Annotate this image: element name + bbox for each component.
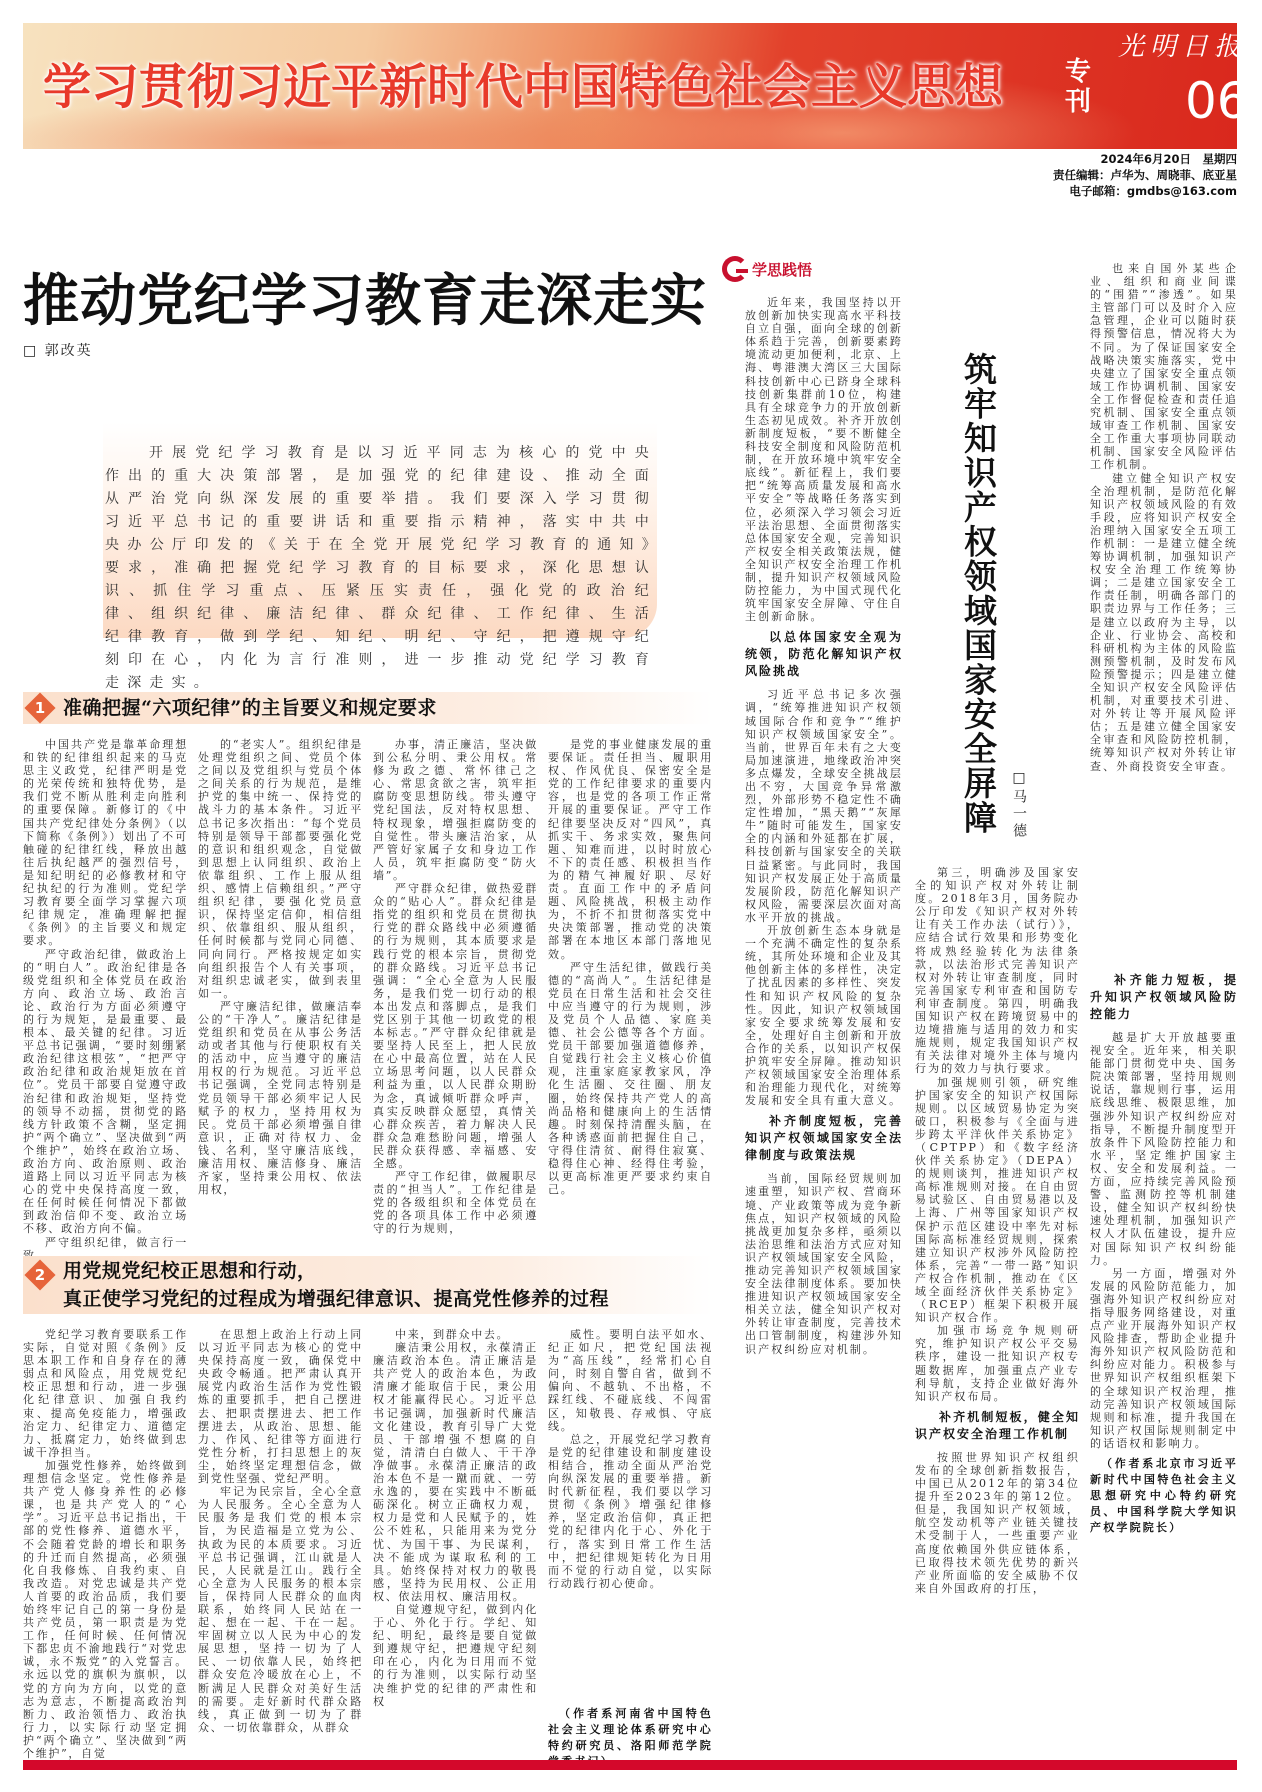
paragraph: 的“老实人”。组织纪律是处理党组织之间、党员个体之间以及党组织与党员个体之间关系的行为规范，是维护党的集中统一、保持党的战斗力的基本条件。习近平总书记多次指出：“每个党员特别是领导干部都要强化党的意识和组织观念，自觉做到思想上认同组织、政治上依靠组织、工作上服从组织、感情上信赖组织。”严守组织纪律，要强化党员意识，保持坚定信仰，相信组织、依靠组织、服从组织，任何时候都与党同心同德、同向同行。严格按规定如实向组织报告个人有关事项，对组织忠诚老实，做到表里如一。 [198,738,363,1000]
subheading: 补齐能力短板，提升知识产权领域风险防控能力 [1090,973,1238,1021]
section-heading-2 [23,1256,713,1314]
text-column [373,1328,538,1754]
subheading: 补齐制度短板，完善知识产权领域国家安全法律制度与政策法规 [745,1114,903,1163]
paragraph: 威性。要明白法平如水、纪正如尺，把党纪国法视为“高压线”，经常扪心自问，时刻自警自省，做到不偏向、不越轨、不出格，不踩红线、不碰底线、不闯雷区，知敬畏、存戒惧、守底线。 [548,1328,713,1433]
article-headline-vertical: 筑牢知识产权领域国家安全屏障 [959,352,998,835]
subheading: 以总体国家安全观为统领，防范化解知识产权风险挑战 [745,630,903,679]
paragraph: 第三，明确涉及国家安全的知识产权对外转让制度。2018年3月，国务院办公厅印发《知识产权对外转让有关工作办法（试行）》，应结合试行效果和形势变化将成熟经验转化为法律条款，以法治形式完善知识产权对外转让审查制度，同时完善国家专利审查和国防专利审查制度。第四，明确我国知识产权在跨境贸易中的边境措施与适用的效力和实施规则，规定我国知识产权有关法律对境外主体与境内行为的效力与执行要求。 [915,866,1080,1076]
text-column [548,738,713,1232]
article-author: □ 郭改英 [23,343,93,359]
paragraph: 中国共产党是靠革命理想和铁的纪律组织起来的马克思主义政党，纪律严明是党的光荣传统和独特优势，是我们党不断从胜利走向胜利的重要保障。新修订的《中国共产党纪律处分条例》（以下简称《条例》）划出了不可触碰的纪律红线，释放出越往后执纪越严的强烈信号，是知纪明纪的必修教材和守纪执纪的行为准则。党纪学习教育要全面学习掌握六项纪律规定，准确理解把握《条例》的主旨要义和规定要求。 [23,738,188,948]
issue-date: 2024年6月20日 星期四 [1100,152,1237,166]
paragraph: 中来，到群众中去。 [395,1328,510,1341]
text-column [1090,966,1238,1756]
lead-paragraph: 开展党纪学习教育是以习近平同志为核心的党中央作出的重大决策部署，是加强党的纪律建设、推动全面从严治党向纵深发展的重要举措。我们要深入学习贯彻习近平总书记的重要讲话和重要指示精神，落实中共中央办公厅印发的《关于在全党开展党纪学习教育的通知》要求，准确把握党纪学习教育的目标要求，深化思想认识、抓住学习重点、压紧压实责任，强化党的政治纪律、组织纪律、廉洁纪律、群众纪律、工作纪律、生活纪律教育，做到学纪、知纪、明纪、守纪，把遵规守纪刻印在心，内化为言行准则，进一步推动党纪学习教育走深走实。 [105,445,657,691]
page-bottom-rule [23,1760,1237,1770]
paragraph: 总之，开展党纪学习教育是党的纪律建设和制度建设相结合，推动全面从严治党向纵深发展的重要举措。新时代新征程，我们要以学习贯彻《条例》增强纪律修养，坚定政治信仰，真正把党的纪律内化于心、外化于行，落实到日常工作生活中，把纪律规矩转化为日用而不觉的行动自觉，以实际行动践行初心使命。 [548,1432,713,1590]
special-issue-title: 学习贯彻习近平新时代中国特色社会主义思想 [43,59,1004,115]
paragraph: 加强规则引领，研究维护国家安全的知识产权国际规则。以区域贸易协定为突破口，积极参与《全面与进步跨太平洋伙伴关系协定》（CPTPP）和《数字经济伙伴关系协定》（DEPA）的规则谈判，推进知识产权高标准规则对接。在自由贸易试验区、自由贸易港以及上海、广州等国家知识产权保护示范区建设中率先对标国际高标准经贸规则，探索建立知识产权涉外风险防控体系，完善“一带一路”知识产权合作机制，推动在《区域全面经济伙伴关系协定》（RCEP）框架下积极开展知识产权合作。 [915,1075,1080,1325]
article-headline: 推动党纪学习教育走深走实 [23,268,707,334]
paragraph: 严守群众纪律，做热爱群众的“贴心人”。群众纪律是指党的组织和党员在贯彻执行党的群众路线中必须遵循的行为规则，其本质要求是践行党的根本宗旨，贯彻党的群众路线。习近平总书记强调：“全心全意为人民服务，是我们党一切行动的根本出发点和落脚点，是我们党区别于其他一切政党的根本标志。”严守群众纪律就是要坚持人民至上，把人民放在心中最高位置，站在人民立场思考问题，以人民群众利益为重，以人民群众期盼为念，真诚倾听群众呼声，真实反映群众愿望，真情关心群众疾苦，着力解决人民群众急难愁盼问题，增强人民群众获得感、幸福感、安全感。 [373,882,538,1170]
paragraph: 办事，清正廉洁，坚决做到公私分明、秉公用权。常修为政之德、常怀律己之心、常思贪欲之害，筑牢拒腐防变思想防线。带头遵守党纪国法，反对特权思想、特权现象，增强拒腐防变的自觉性。带头廉洁治家，从严管好家属子女和身边工作人员，筑牢拒腐防变“防火墙”。 [373,738,538,882]
paragraph: 越是扩大开放越要重视安全。近年来，相关职能部门贯彻党中央、国务院决策部署，坚持用规则说话，靠规则行事，运用底线思维、极限思维，加强涉外知识产权纠纷应对指导，不断提升制度型开放条件下风险防控能力和水平，坚定维护国家主权、安全和发展利益。一方面，应持续完善风险预警、监测防控等机制建设，健全知识产权纠纷快速处理机制，加强知识产权人才队伍建设，提升应对国际知识产权纠纷能力。 [1090,1031,1238,1267]
paragraph: 另一方面，增强对外发展的风险防范能力，加强海外知识产权纠纷应对指导服务网络建设，对重点产业开展海外知识产权风险排查，帮助企业提升海外知识产权风险防范和纠纷应对能力。积极参与世界知识产权组织框架下的全球知识产权治理，推动完善知识产权领域国际规则和标准，提升我国在知识产权国际规则制定中的话语权和影响力。 [1090,1266,1238,1450]
paragraph: 习近平总书记多次强调，“统筹推进知识产权领域国际合作和竞争”“维护知识产权领域国家安全”。当前，世界百年未有之大变局加速演进，地缘政治冲突多点爆发，全球安全挑战层出不穷，大国竞争异常激烈，外部形势不稳定性不确定性增加，“黑天鹅”“灰犀牛”随时可能发生，国家安全的内涵和外延都在扩展，科技创新与国家安全的关联日益紧密。与此同时，我国知识产权发展正处于高质量发展阶段，防范化解知识产权风险，需要深层次面对高水平开放的挑战。 [745,688,903,924]
text-column [915,866,1080,1756]
paragraph: 严守组织纪律，做言行一 [45,1235,188,1249]
section-heading-1 [23,692,713,724]
text-column [548,1328,713,1694]
paragraph: 党纪学习教育要联系工作实际，自觉对照《条例》反思本职工作和自身存在的薄弱点和风险点，用党规党纪校正思想和行动，进一步强化纪律意识、加强自我约束、提高免疫能力，增强政治定力、纪律定力、道德定力、抵腐定力，始终做到忠诚干净担当。 [23,1328,188,1459]
paragraph: 建立健全知识产权安全治理机制，是防范化解知识产权领域风险的有效手段，应将知识产权安全治理纳入国家安全五项工作机制：一是建立健全统筹协调机制，加强知识产权安全治理工作统筹协调；二是建立国家安全工作责任制，明确各部门的职责边界与工作任务；三是建立以政府为主导，以企业、行业协会、高校和科研机构为主体的风险监测预警机制，及时发布风险预警提示；四是建立健全知识产权安全风险评估机制，对重要技术引进、对外转让等开展风险评估；五是建立健全国家安全审查和风险防控机制，统筹知识产权对外转让审查、外商投资安全审查。 [1090,471,1238,773]
paragraph: 按照世界知识产权组织发布的全球创新指数报告，中国已从2012年的第34位提升至2023年的第12位。但是，我国知识产权领域，航空发动机等产业链关键技术受制于人，一些重要产业高度依赖国外供应链体系，已取得技术领先优势的新兴产业所面临的安全威胁不仅来自外国政府的打压， [915,1450,1080,1595]
column-logo-icon [722,256,748,282]
paragraph: 严守工作纪律，做履职尽责的“担当人”。工作纪律是党的各级组织和全体党员在党的各项具体工作中必须遵守的行为规则， [373,1170,538,1236]
column-logo [722,256,812,282]
author-note: （作者系河南省中国特色社会主义理论体系研究中心特约研究员、洛阳师范学院 [548,1707,713,1752]
text-column [23,1328,188,1760]
text-column [23,738,188,1249]
article-lead-box [103,422,657,691]
text-column [198,1328,363,1754]
paragraph: 也来自国外某些企业、组织和商业间谍的“围猎”“渗透”。如果主管部门可以及时介入应急管理，企业可以随时获得预警信息，情况将大为不同。为了保证国家安全战略决策实施落实，党中央建立了国家安全重点领域工作协调机制、国家安全工作督促检查和责任追究机制、国家安全重点领域审查工作机制、国家安全工作重大事项协同联动机制、国家安全风险评估工作机制。 [1090,262,1238,472]
section-number-badge: 1 [24,692,55,723]
column-label: 学思践悟 [752,260,813,279]
paragraph: 加强市场竞争规则研究，维护知识产权公平交易秩序，建设一批知识产权专题数据库，加强重点产业专利导航，支持企业做好海外知识产权布局。 [915,1324,1080,1403]
paragraph: 在思想上政治上行动上同以习近平同志为核心的党中央保持高度一致，确保党中央政令畅通。把严肃认真开展党内政治生活作为党性锻炼的重要抓手，把自己摆进去、把职责摆进去、把工作摆进去，从政治、思想、能力、作风、纪律等方面进行党性分析，打扫思想上的灰尘，始终坚定理想信念，做到党性坚强、党纪严明。 [198,1328,363,1486]
special-issue-label: 专刊 [1065,57,1092,117]
paragraph: 加强党性修养，始终做到理想信念坚定。党性修养是共产党人修身养性的必修课，也是共产党人的“心学”。习近平总书记指出，干部的党性修养、道德水平，不会随着党龄的增长和职务的升迁而自然提高，必须强化自我修炼、自我约束、自我改造。对党忠诚是共产党人首要的政治品质，我们要始终牢记自己的第一身份是共产党员，第一职责是为党工作，任何时候、任何情况下都忠贞不渝地践行“对党忠诚，永不叛党”的入党誓言。永远以党的旗帜为旗帜，以党的方向为方向，以党的意志为意志，不断提高政治判断力、政治领悟力、政治执行力，以实际行动坚定拥护“两个确立”、坚决做到“两个维护”，自觉 [23,1458,188,1760]
paragraph: 自觉遵规守纪，做到内化于心、外化于行。学纪、知纪、明纪，最终是要自觉做到遵规守纪，把遵规守纪刻印在心，内化为日用而不觉的行为准则，以实际行动坚决维护党的纪律的严肃性和权 [373,1602,538,1708]
text-column [1090,262,1238,960]
section-title: 准确把握“六项纪律”的主旨要义和规定要求 [63,697,437,719]
editor-email: 电子邮箱：gmdbs@163.com [1069,184,1237,198]
section-title-line-2: 真正使学习党纪的过程成为增强纪律意识、提高党性修养的过程 [63,1288,610,1310]
paragraph: 当前，国际经贸规则加速重塑，知识产权、营商环境、产业政策等成为竞争新焦点，知识产权领域的风险挑战更加复杂多样，亟须以法治思维和法治方式应对知识产权领域国家安全风险，推动完善知识产权领域国家安全法律制度体系。要加快推进知识产权领域国家安全相关立法，健全知识产权对外转让审查制度，完善技术出口管制制度，构建涉外知识产权纠纷应对机制。 [745,1172,903,1356]
text-column [745,296,903,1756]
newspaper-logo: 光明日报 [1118,32,1247,62]
paragraph: 严守廉洁纪律，做廉洁奉公的“干净人”。廉洁纪律是党组织和党员在从事公务活动或者其他与行使职权有关的活动中，应当遵守的廉洁用权的行为规范。习近平总书记强调，全党同志特别是党员领导干部必须牢记人民赋予的权力，坚持用权为民。党员干部必须增强自律意识，正确对待权力、金钱、名利，坚守廉洁底线，廉洁用权、廉洁修身、廉洁齐家，坚持秉公用权、依法用权， [198,999,363,1197]
paragraph: 是党的事业健康发展的重要保证。责任担当、履职用权、作风优良、保密安全是党的工作纪律要求的重要内容，也是党的各项工作正常开展的重要保证。严守工作纪律要坚决反对“四风”，真抓实干、务求实效，聚焦问题、知难而进，以时时放心不下的责任感、积极担当作为的精气神履好职、尽好责。直面工作中的矛盾问题、风险挑战，积极主动作为，不折不扣贯彻落实党中央决策部署，推动党的决策部署在本地区本部门落地见效。 [548,738,713,961]
section-title-line-1: 用党规党纪校正思想和行动， [63,1260,317,1282]
paragraph: 廉洁秉公用权，永葆清正廉洁政治本色。清正廉洁是共产党人的政治本色，为政清廉才能取信于民，秉公用权才能赢得民心。习近平总书记强调，加强新时代廉洁文化建设，教育引导广大党员、干部增强不想腐的自觉，清清白白做人、干干净净做事。永葆清正廉洁的政治本色不是一蹴而就、一劳永逸的，要在实践中不断砥砺深化。树立正确权力观，权力是党和人民赋予的，姓公不姓私，只能用来为党分忧、为国干事、为民谋利，决不能成为谋取私利的工具。始终保持对权力的敬畏感，坚持为民用权、公正用权、依法用权、廉洁用权。 [373,1341,538,1603]
responsible-editors: 责任编辑：卢华为、周晓菲、底亚星 [1053,168,1237,182]
paragraph: 开放创新生态本身就是一个充满不确定性的复杂系统，其所处环境和企业及其他创新主体的多样性，决定了扰乱因素的多样性、突发性和知识产权风险的复杂性。因此，知识产权领域国家安全要求统筹发展和安全，处理好自主创新和开放合作的关系，以知识产权保护筑牢安全屏障。推动知识产权领域国家安全治理体系和治理能力现代化，对统筹发展和安全具有重大意义。 [745,924,903,1108]
author-note: （作者系北京市习近平新时代中国特色社会主义思想研究中心特约研究员、中国科学院大学知识产权学院院长） [1090,1457,1238,1534]
paragraph: 严守政治纪律，做政治上的“明白人”。政治纪律是各级党组织和全体党员在政治方向、政治立场、政治言论、政治行为方面必须遵守的行为规矩，是最重要、最根本、最关键的纪律。习近平总书记强调，“要时刻绷紧政治纪律这根弦”，“把严守政治纪律和政治规矩放在首位”。党员干部要自觉遵守政治纪律和政治规矩，坚持党的领导不动摇，贯彻党的路线方针政策不含糊，坚定拥护“两个确立”、坚决做到“两个维护”，始终在政治立场、政治方向、政治原则、政治道路上同以习近平同志为核心的党中央保持高度一致，在任何时候任何情况下都做到政治信仰不变、政治立场不移、政治方向不偏。 [23,947,188,1236]
subheading: 补齐机制短板，健全知识产权安全治理工作机制 [915,1409,1080,1441]
paragraph: 近年来，我国坚持以开放创新加快实现高水平科技自立自强，面向全球的创新体系趋于完善，创新要素跨境流动更加便利，北京、上海、粤港澳大湾区三大国际科技创新中心已跻身全球科技创新集群前10位，构建具有全球竞争力的开放创新生态初见成效。补齐开放创新制度短板，“要不断健全科技安全制度和风险防范机制，在开放环境中筑牢安全底线”。新征程上，我们要把“统筹高质量发展和高水平安全”等战略任务落实到位，必须深入学习领会习近平法治思想、全面贯彻落实总体国家安全观，完善知识产权安全相关政策法规，健全知识产权安全治理工作机制，提升知识产权领域风险防控能力，为中国式现代化筑牢国家安全屏障、守住自主创新命脉。 [745,296,903,624]
paragraph: 严守生活纪律，做践行美德的“高尚人”。生活纪律是党员在日常生活和社会交往中应当遵守的行为规则，涉及党员个人品德、家庭美德、社会公德等各个方面。党员干部要加强道德修养，自觉践行社会主义核心价值观，注重家庭家教家风，净化生活圈、交往圈、朋友圈，始终保持共产党人的高尚品格和健康向上的生活情趣。时刻保持清醒头脑，在各种诱惑面前把握住自己，守得住清贫、耐得住寂寞、稳得住心神、经得住考验，以更高标准更严要求约束自己。 [548,960,713,1197]
section-number-badge: 2 [24,1259,55,1290]
paragraph: 牢记为民宗旨，全心全意为人民服务。全心全意为人民服务是我们党的根本宗旨，为民造福是立党为公、执政为民的本质要求。习近平总书记强调，江山就是人民，人民就是江山。践行全心全意为人民服务的根本宗旨，保持同人民群众的血肉联系，始终同人民站在一起、想在一起、干在一起。牢固树立以人民为中心的发展思想，坚持一切为了人民、一切依靠人民，始终把群众安危冷暖放在心上，不断满足人民群众对美好生活的需要。走好新时代群众路线，真正做到一切为了群众、一切依靠群众，从群众 [198,1485,363,1734]
text-column [373,738,538,1236]
page-number: 06 [1185,72,1249,130]
text-column [198,738,363,1232]
article-author: □马一德 [1011,770,1027,840]
masthead-banner [23,23,1249,149]
